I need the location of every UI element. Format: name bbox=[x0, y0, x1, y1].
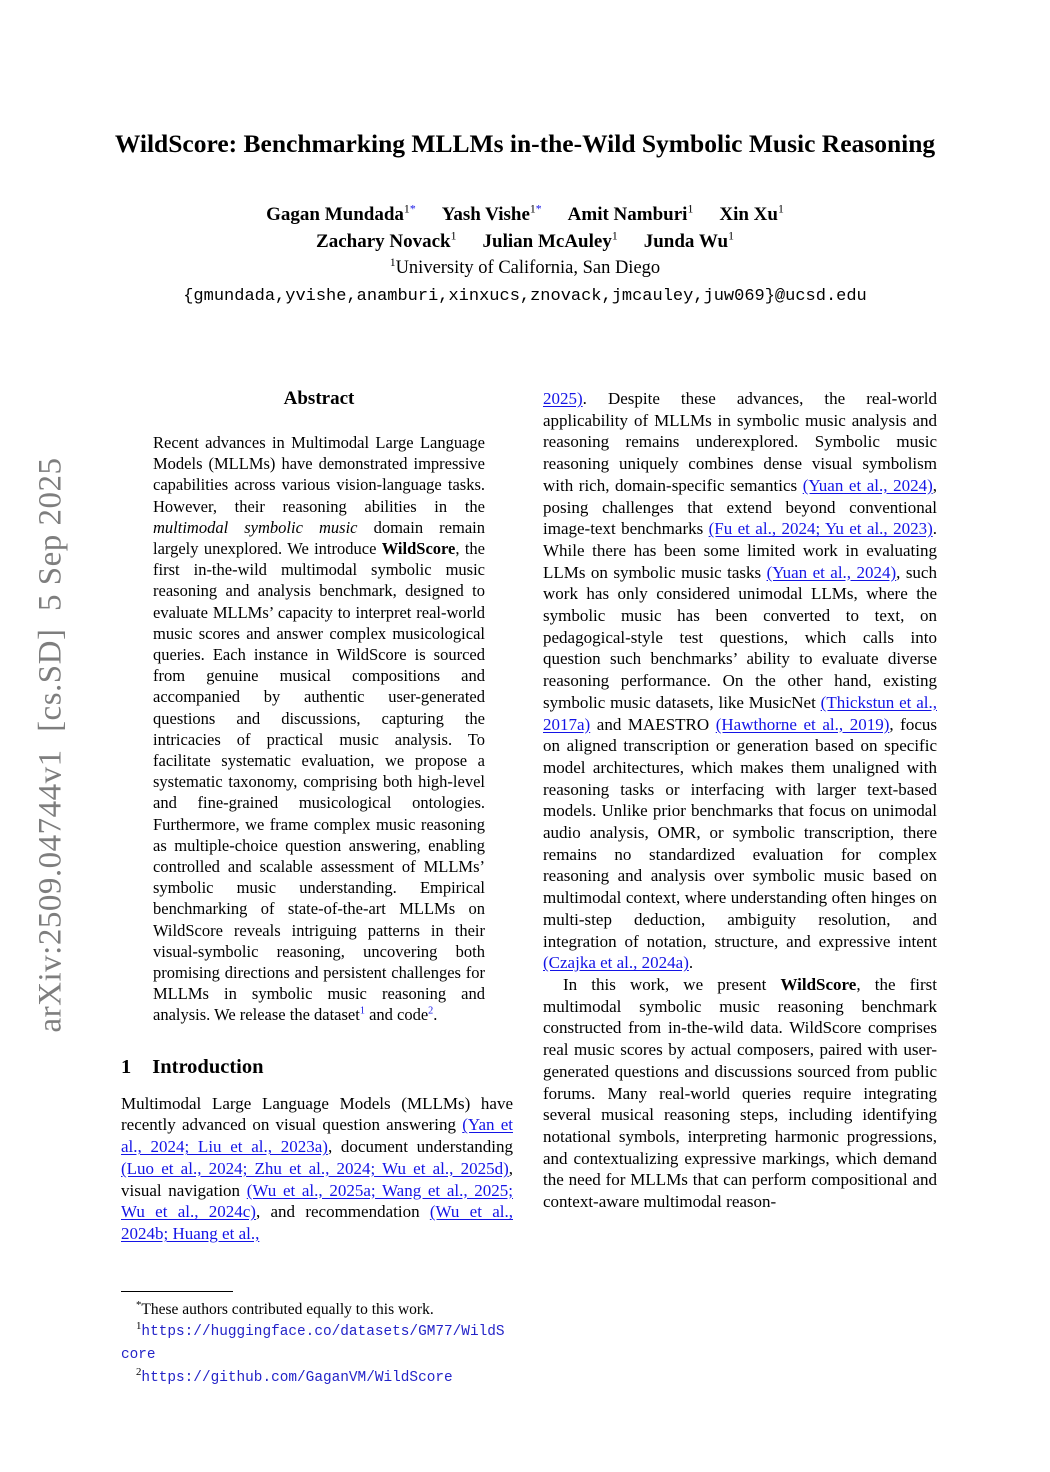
introduction-paragraph: Multimodal Large Language Models (MLLMs) have recently advanced on visual question answering (Yan et al., 2024; Liu et al., 2023a), document understanding (Luo et al., 2024; Zhu et al., 2024; Wu et al., 2025d), visual navigation (Wu et al., 2025a; Wang et al., 2025; Wu et al., 2024c), and recommendation (Wu et al., 2024b; Huang et al., bbox=[121, 1093, 514, 1243]
paper-title: WildScore: Benchmarking MLLMs in-the-Wild Symbolic Music Reasoning bbox=[114, 129, 936, 158]
author-block bbox=[0, 201, 1050, 309]
right-column bbox=[543, 388, 937, 1213]
footnote-marker: * bbox=[136, 1298, 142, 1311]
bold-text: Gagan Mundada bbox=[266, 204, 404, 225]
superscript-marker: 1 bbox=[529, 202, 536, 216]
citation-link[interactable]: (Yan et al., 2024; Liu et al., 2023a) bbox=[121, 1115, 513, 1157]
footnote-dataset-url bbox=[121, 1320, 513, 1366]
section-number: 1 bbox=[121, 1055, 132, 1078]
abstract-section bbox=[153, 388, 485, 1026]
author-emails: {gmundada,yvishe,anamburi,xinxucs,znovack,jmcauley,juw069}@ucsd.edu bbox=[183, 287, 867, 306]
superscript-marker: 1 bbox=[611, 229, 618, 243]
citation-link[interactable]: (Yuan et al., 2024) bbox=[802, 475, 933, 495]
bold-text: Junda Wu bbox=[643, 231, 729, 252]
left-column bbox=[121, 388, 513, 1245]
citation-link[interactable]: 2025) bbox=[543, 389, 583, 408]
footnote-url-link[interactable]: https://github.com/GaganVM/WildScore bbox=[141, 1370, 453, 1386]
citation-link[interactable]: (Wu et al., 2025a; Wang et al., 2025; Wu et al., 2024c) bbox=[121, 1180, 514, 1222]
citation-link[interactable]: (Czajka et al., 2024a) bbox=[543, 953, 689, 973]
footnote-ref-link[interactable]: 2 bbox=[428, 1005, 434, 1017]
equal-contribution-ref-link[interactable]: * bbox=[535, 202, 542, 216]
bold-text: Xin Xu bbox=[719, 204, 778, 225]
citation-link[interactable]: (Wu et al., 2024b; Huang et al., bbox=[121, 1202, 513, 1243]
author-line-2 bbox=[0, 228, 1050, 255]
body-paragraph-continuation: 2025). Despite these advances, the real-world applicability of MLLMs in symbolic music analysis and reasoning remains underexplored. Symbolic music reasoning uniquely combines dense visual symbolism with rich, domain-specific semantics (Yuan et al., 2024), posing challenges that extend beyond conventional image-text benchmarks (Fu et al., 2024; Yu et al., 2023). While there has been some limited work in evaluating LLMs on symbolic music tasks (Yuan et al., 2024), such work has only considered unimodal LLMs, where the symbolic music has been converted to text, on pedagogical-style test questions, which calls into question such benchmarks’ ability to evaluate diverse reasoning performance. On the other hand, existing symbolic music datasets, like MusicNet (Thickstun et al., 2017a) and MAESTRO (Hawthorne et al., 2019), focus on aligned transcription or generation based on specific model architectures, which makes them unaligned with reasoning tasks or interfacing with larger text-based models. Unlike prior benchmarks that focus on unimodal audio analysis, OMR, or symbolic transcription, there remains no standardized evaluation for complex reasoning and analysis over symbolic music based on multimodal context, where understanding often hinges on multi-step deduction, ambiguity resolution, and integration of notation, structure, and expressive intent (Czajka et al., 2024a). bbox=[543, 389, 938, 973]
introduction-heading bbox=[121, 1056, 513, 1079]
bold-text: WildScore bbox=[381, 539, 456, 559]
abstract-heading: Abstract bbox=[283, 388, 355, 409]
footnote-block bbox=[121, 1291, 513, 1389]
citation-link[interactable]: (Yuan et al., 2024) bbox=[766, 562, 897, 582]
citation-link[interactable]: (Thickstun et al., 2017a) bbox=[543, 692, 937, 734]
bold-text: Zachary Novack bbox=[316, 231, 451, 252]
arxiv-watermark: arXiv:2509.04744v1 [cs.SD] 5 Sep 2025 bbox=[32, 457, 69, 1033]
bold-text: Amit Namburi bbox=[567, 204, 688, 225]
equal-contribution-ref-link[interactable]: * bbox=[409, 202, 416, 216]
superscript-marker: 1 bbox=[777, 202, 784, 216]
citation-link[interactable]: (Hawthorne et al., 2019) bbox=[715, 714, 890, 734]
superscript-marker: 1 bbox=[403, 202, 410, 216]
superscript-marker: 1 bbox=[687, 202, 694, 216]
footnote-equal-contribution: *These authors contributed equally to this work. bbox=[136, 1298, 434, 1318]
superscript-marker: 1 bbox=[389, 256, 396, 269]
italic-text: multimodal symbolic music bbox=[153, 517, 358, 537]
superscript-marker: 1 bbox=[450, 229, 457, 243]
bold-text: Yash Vishe bbox=[441, 204, 530, 225]
superscript-marker: 1 bbox=[728, 229, 734, 243]
bold-text: WildScore bbox=[780, 974, 857, 994]
section-title: Introduction bbox=[152, 1055, 264, 1078]
footnote-marker: 1 bbox=[136, 1319, 142, 1332]
author-line-1 bbox=[0, 201, 1050, 228]
abstract-text: Recent advances in Multimodal Large Language Models (MLLMs) have demonstrated impressive capabilities across various vision-language tasks. However, their reasoning abilities in the multimodal symbolic music domain remain largely unexplored. We introduce WildScore, the first in-the-wild multimodal symbolic music reasoning and analysis benchmark, designed to evaluate MLLMs’ capacity to interpret real-world music scores and answer complex musicological queries. Each instance in WildScore is sourced from genuine musical compositions and accompanied by authentic user-generated questions and discussions, capturing the intricacies of practical music analysis. To facilitate systematic evaluation, we propose a systematic taxonomy, comprising both high-level and fine-grained musicological ontologies. Furthermore, we frame complex music reasoning as multiple-choice question answering, enabling controlled and scalable assessment of MLLMs’ symbolic music understanding. Empirical benchmarking of state-of-the-art MLLMs on WildScore reveals intriguing patterns in their visual-symbolic reasoning, uncovering both promising directions and persistent challenges for MLLMs in symbolic music reasoning and analysis. We release the dataset$^1$ and code$^2$. bbox=[153, 433, 485, 1025]
affiliation: $^1$University of California, San Diego bbox=[389, 256, 661, 278]
footnote-marker: 2 bbox=[136, 1365, 142, 1378]
bold-text: Julian McAuley bbox=[482, 231, 612, 252]
citation-link[interactable]: (Fu et al., 2024; Yu et al., 2023) bbox=[708, 519, 933, 539]
footnote-ref-link[interactable]: 1 bbox=[359, 1005, 365, 1017]
footnote-rule bbox=[121, 1291, 233, 1292]
footnote-url-link[interactable]: https://huggingface.co/datasets/GM77/WildScore bbox=[121, 1324, 505, 1363]
footnote-code-url bbox=[121, 1366, 513, 1389]
citation-link[interactable]: (Luo et al., 2024; Zhu et al., 2024; Wu et al., 2025d) bbox=[121, 1158, 509, 1178]
body-paragraph-2: In this work, we present WildScore, the first multimodal symbolic music reasoning benchmark constructed from in-the-wild data. WildScore comprises real music scores by actual composers, paired with user-generated questions and discussions sourced from public forums. Many real-world queries require integrating several musical reasoning steps, including identifying notational symbols, interpreting harmonic progressions, and contextualizing expressive markings, which demand the need for MLLMs that can perform compositional and context-aware multimodal reason- bbox=[543, 974, 937, 1212]
